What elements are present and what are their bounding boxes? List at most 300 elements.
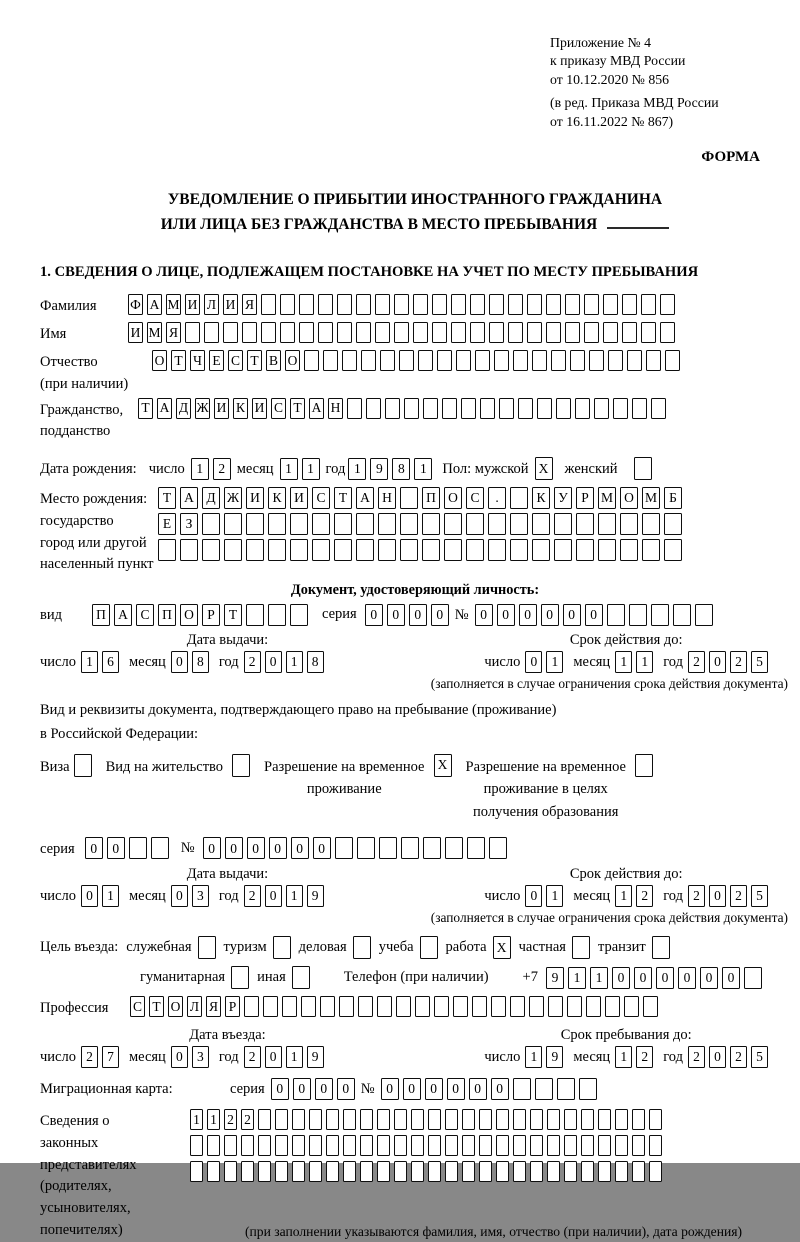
char-box[interactable]: 1 xyxy=(286,651,303,673)
purpose-private-checkbox[interactable] xyxy=(572,936,590,959)
char-box[interactable] xyxy=(318,322,333,343)
char-box[interactable] xyxy=(280,322,295,343)
char-box[interactable]: А xyxy=(356,487,374,509)
char-box[interactable] xyxy=(411,1161,424,1182)
char-box[interactable] xyxy=(513,1135,526,1156)
char-box[interactable] xyxy=(304,350,319,371)
char-box[interactable] xyxy=(470,322,485,343)
char-box[interactable] xyxy=(282,996,297,1017)
char-box[interactable] xyxy=(411,1109,424,1130)
char-box[interactable]: 2 xyxy=(730,885,747,907)
char-box[interactable] xyxy=(598,539,616,561)
char-box[interactable] xyxy=(461,398,476,419)
char-box[interactable]: К xyxy=(532,487,550,509)
char-box[interactable] xyxy=(641,294,656,315)
char-box[interactable] xyxy=(268,513,286,535)
entry-day[interactable] xyxy=(81,1046,119,1068)
purpose-tourism-checkbox[interactable] xyxy=(273,936,291,959)
char-box[interactable]: 0 xyxy=(656,967,674,989)
char-box[interactable] xyxy=(224,1135,237,1156)
residence-permit-checkbox[interactable] xyxy=(232,754,250,777)
char-box[interactable] xyxy=(581,1109,594,1130)
char-box[interactable] xyxy=(360,1161,373,1182)
char-box[interactable]: 0 xyxy=(171,885,188,907)
char-box[interactable] xyxy=(584,322,599,343)
char-box[interactable]: С xyxy=(466,487,484,509)
char-box[interactable] xyxy=(456,350,471,371)
char-box[interactable] xyxy=(510,513,528,535)
char-box[interactable] xyxy=(530,1109,543,1130)
char-box[interactable] xyxy=(356,539,374,561)
char-box[interactable] xyxy=(385,398,400,419)
char-box[interactable]: З xyxy=(180,513,198,535)
char-box[interactable] xyxy=(451,322,466,343)
char-box[interactable]: 0 xyxy=(265,651,282,673)
char-box[interactable] xyxy=(290,513,308,535)
char-box[interactable]: 1 xyxy=(191,458,209,480)
char-box[interactable] xyxy=(527,294,542,315)
char-box[interactable] xyxy=(532,513,550,535)
char-box[interactable] xyxy=(651,398,666,419)
legal-line2[interactable] xyxy=(190,1135,742,1156)
char-box[interactable] xyxy=(462,1135,475,1156)
char-box[interactable]: К xyxy=(233,398,248,419)
char-box[interactable] xyxy=(261,294,276,315)
char-box[interactable] xyxy=(401,837,419,859)
char-box[interactable] xyxy=(453,996,468,1017)
char-box[interactable]: 1 xyxy=(546,651,563,673)
birth-day-input[interactable] xyxy=(191,458,231,480)
name-input[interactable] xyxy=(128,322,675,343)
patronymic-input[interactable] xyxy=(152,350,680,371)
char-box[interactable] xyxy=(377,996,392,1017)
char-box[interactable]: 0 xyxy=(403,1078,421,1100)
char-box[interactable] xyxy=(444,513,462,535)
char-box[interactable] xyxy=(442,398,457,419)
char-box[interactable]: 0 xyxy=(563,604,581,626)
char-box[interactable]: 2 xyxy=(730,1046,747,1068)
char-box[interactable]: 0 xyxy=(107,837,125,859)
char-box[interactable] xyxy=(334,513,352,535)
char-box[interactable]: 1 xyxy=(102,885,119,907)
char-box[interactable] xyxy=(489,322,504,343)
char-box[interactable] xyxy=(510,487,528,509)
char-box[interactable]: Р xyxy=(576,487,594,509)
char-box[interactable]: И xyxy=(246,487,264,509)
char-box[interactable] xyxy=(326,1135,339,1156)
char-box[interactable] xyxy=(546,322,561,343)
char-box[interactable] xyxy=(518,398,533,419)
char-box[interactable]: 1 xyxy=(207,1109,220,1130)
char-box[interactable] xyxy=(664,513,682,535)
char-box[interactable] xyxy=(603,322,618,343)
char-box[interactable] xyxy=(242,322,257,343)
purpose-business-checkbox[interactable] xyxy=(353,936,371,959)
char-box[interactable] xyxy=(598,513,616,535)
char-box[interactable] xyxy=(547,1161,560,1182)
char-box[interactable]: 7 xyxy=(102,1046,119,1068)
char-box[interactable]: 0 xyxy=(81,885,98,907)
char-box[interactable]: 5 xyxy=(751,651,768,673)
char-box[interactable] xyxy=(530,1161,543,1182)
char-box[interactable]: О xyxy=(444,487,462,509)
char-box[interactable] xyxy=(207,1161,220,1182)
char-box[interactable] xyxy=(466,513,484,535)
char-box[interactable]: 0 xyxy=(585,604,603,626)
visa-checkbox[interactable] xyxy=(74,754,92,777)
char-box[interactable] xyxy=(413,294,428,315)
char-box[interactable]: Я xyxy=(242,294,257,315)
char-box[interactable] xyxy=(185,322,200,343)
char-box[interactable] xyxy=(660,294,675,315)
entry-month[interactable] xyxy=(171,1046,209,1068)
char-box[interactable] xyxy=(158,539,176,561)
residence-valid-day[interactable] xyxy=(525,885,563,907)
char-box[interactable] xyxy=(567,996,582,1017)
char-box[interactable]: Р xyxy=(202,604,220,626)
char-box[interactable] xyxy=(570,350,585,371)
char-box[interactable]: 0 xyxy=(313,837,331,859)
char-box[interactable] xyxy=(180,539,198,561)
char-box[interactable]: 0 xyxy=(431,604,449,626)
char-box[interactable]: А xyxy=(114,604,132,626)
char-box[interactable] xyxy=(320,996,335,1017)
char-box[interactable]: Р xyxy=(225,996,240,1017)
char-box[interactable] xyxy=(576,539,594,561)
char-box[interactable] xyxy=(415,996,430,1017)
char-box[interactable]: 0 xyxy=(497,604,515,626)
char-box[interactable] xyxy=(151,837,169,859)
char-box[interactable]: 1 xyxy=(286,1046,303,1068)
char-box[interactable]: 3 xyxy=(192,885,209,907)
char-box[interactable] xyxy=(598,1135,611,1156)
char-box[interactable] xyxy=(356,513,374,535)
char-box[interactable]: 1 xyxy=(348,458,366,480)
char-box[interactable]: . xyxy=(488,487,506,509)
legal-line1[interactable] xyxy=(190,1109,742,1130)
char-box[interactable]: Ч xyxy=(190,350,205,371)
char-box[interactable] xyxy=(579,1078,597,1100)
char-box[interactable] xyxy=(547,1135,560,1156)
char-box[interactable] xyxy=(318,294,333,315)
char-box[interactable]: 9 xyxy=(307,885,324,907)
char-box[interactable] xyxy=(394,1109,407,1130)
char-box[interactable] xyxy=(629,604,647,626)
char-box[interactable] xyxy=(432,322,447,343)
char-box[interactable]: 3 xyxy=(192,1046,209,1068)
char-box[interactable]: 0 xyxy=(337,1078,355,1100)
char-box[interactable] xyxy=(263,996,278,1017)
char-box[interactable] xyxy=(347,398,362,419)
char-box[interactable]: О xyxy=(285,350,300,371)
char-box[interactable] xyxy=(641,322,656,343)
char-box[interactable] xyxy=(632,398,647,419)
char-box[interactable] xyxy=(508,322,523,343)
char-box[interactable]: А xyxy=(180,487,198,509)
char-box[interactable]: Т xyxy=(290,398,305,419)
char-box[interactable]: 9 xyxy=(370,458,388,480)
char-box[interactable] xyxy=(343,1135,356,1156)
char-box[interactable]: Л xyxy=(187,996,202,1017)
char-box[interactable] xyxy=(615,1161,628,1182)
char-box[interactable]: И xyxy=(185,294,200,315)
char-box[interactable]: 0 xyxy=(85,837,103,859)
char-box[interactable]: 1 xyxy=(636,651,653,673)
char-box[interactable] xyxy=(489,837,507,859)
char-box[interactable]: Т xyxy=(158,487,176,509)
char-box[interactable] xyxy=(241,1161,254,1182)
char-box[interactable] xyxy=(343,1161,356,1182)
char-box[interactable]: М xyxy=(166,294,181,315)
char-box[interactable] xyxy=(380,350,395,371)
stay-month[interactable] xyxy=(615,1046,653,1068)
char-box[interactable]: П xyxy=(422,487,440,509)
char-box[interactable] xyxy=(366,398,381,419)
char-box[interactable] xyxy=(261,322,276,343)
char-box[interactable]: 0 xyxy=(709,651,726,673)
char-box[interactable] xyxy=(224,1161,237,1182)
char-box[interactable] xyxy=(268,604,286,626)
char-box[interactable] xyxy=(615,1135,628,1156)
temp-residence-education-checkbox[interactable] xyxy=(635,754,653,777)
migration-series-input[interactable] xyxy=(271,1078,355,1100)
char-box[interactable]: 0 xyxy=(409,604,427,626)
char-box[interactable]: 0 xyxy=(171,651,188,673)
doc-kind-input[interactable] xyxy=(92,604,308,626)
char-box[interactable] xyxy=(744,967,762,989)
char-box[interactable] xyxy=(404,398,419,419)
char-box[interactable] xyxy=(258,1109,271,1130)
char-box[interactable]: 1 xyxy=(525,1046,542,1068)
char-box[interactable] xyxy=(589,350,604,371)
birth-month-input[interactable] xyxy=(280,458,320,480)
char-box[interactable] xyxy=(423,398,438,419)
char-box[interactable] xyxy=(400,487,418,509)
char-box[interactable] xyxy=(480,398,495,419)
purpose-transit-checkbox[interactable] xyxy=(652,936,670,959)
char-box[interactable] xyxy=(224,513,242,535)
char-box[interactable]: 2 xyxy=(81,1046,98,1068)
char-box[interactable] xyxy=(445,1135,458,1156)
char-box[interactable]: 5 xyxy=(751,885,768,907)
char-box[interactable] xyxy=(620,513,638,535)
doc-issue-month[interactable] xyxy=(171,651,209,673)
char-box[interactable]: 0 xyxy=(203,837,221,859)
char-box[interactable]: 0 xyxy=(519,604,537,626)
char-box[interactable] xyxy=(356,294,371,315)
char-box[interactable] xyxy=(400,513,418,535)
char-box[interactable]: 2 xyxy=(224,1109,237,1130)
char-box[interactable] xyxy=(537,398,552,419)
char-box[interactable] xyxy=(632,1135,645,1156)
char-box[interactable]: 8 xyxy=(392,458,410,480)
char-box[interactable]: 9 xyxy=(546,1046,563,1068)
char-box[interactable] xyxy=(356,322,371,343)
char-box[interactable] xyxy=(246,604,264,626)
char-box[interactable] xyxy=(361,350,376,371)
char-box[interactable] xyxy=(326,1161,339,1182)
char-box[interactable]: 0 xyxy=(722,967,740,989)
char-box[interactable] xyxy=(532,539,550,561)
char-box[interactable] xyxy=(513,1161,526,1182)
char-box[interactable] xyxy=(547,1109,560,1130)
birth-place-line2[interactable] xyxy=(158,513,682,535)
char-box[interactable]: 0 xyxy=(541,604,559,626)
char-box[interactable]: М xyxy=(642,487,660,509)
char-box[interactable] xyxy=(280,294,295,315)
char-box[interactable] xyxy=(339,996,354,1017)
char-box[interactable] xyxy=(246,539,264,561)
char-box[interactable]: 0 xyxy=(425,1078,443,1100)
char-box[interactable] xyxy=(494,350,509,371)
char-box[interactable] xyxy=(299,294,314,315)
char-box[interactable] xyxy=(375,294,390,315)
char-box[interactable] xyxy=(292,1135,305,1156)
char-box[interactable] xyxy=(605,996,620,1017)
char-box[interactable] xyxy=(377,1161,390,1182)
char-box[interactable] xyxy=(646,350,661,371)
char-box[interactable] xyxy=(379,837,397,859)
char-box[interactable]: Ф xyxy=(128,294,143,315)
char-box[interactable]: В xyxy=(266,350,281,371)
char-box[interactable]: П xyxy=(158,604,176,626)
char-box[interactable]: 1 xyxy=(286,885,303,907)
char-box[interactable]: 1 xyxy=(414,458,432,480)
char-box[interactable]: А xyxy=(147,294,162,315)
char-box[interactable] xyxy=(378,539,396,561)
surname-input[interactable] xyxy=(128,294,675,315)
char-box[interactable] xyxy=(323,350,338,371)
char-box[interactable] xyxy=(326,1109,339,1130)
char-box[interactable] xyxy=(292,1161,305,1182)
char-box[interactable] xyxy=(632,1161,645,1182)
birth-place-line3[interactable] xyxy=(158,539,682,561)
purpose-work-checkbox[interactable]: X xyxy=(493,936,511,959)
char-box[interactable] xyxy=(620,539,638,561)
char-box[interactable] xyxy=(360,1109,373,1130)
char-box[interactable]: Ж xyxy=(224,487,242,509)
doc-valid-year[interactable] xyxy=(688,651,768,673)
char-box[interactable] xyxy=(292,1109,305,1130)
char-box[interactable]: С xyxy=(130,996,145,1017)
char-box[interactable] xyxy=(309,1109,322,1130)
purpose-other-checkbox[interactable] xyxy=(292,966,310,989)
char-box[interactable] xyxy=(244,996,259,1017)
char-box[interactable] xyxy=(649,1109,662,1130)
char-box[interactable] xyxy=(334,539,352,561)
char-box[interactable] xyxy=(643,996,658,1017)
char-box[interactable] xyxy=(510,996,525,1017)
char-box[interactable] xyxy=(400,539,418,561)
char-box[interactable] xyxy=(377,1135,390,1156)
profession-input[interactable] xyxy=(130,996,658,1017)
char-box[interactable] xyxy=(496,1161,509,1182)
char-box[interactable] xyxy=(358,996,373,1017)
char-box[interactable] xyxy=(499,398,514,419)
char-box[interactable]: 2 xyxy=(688,885,705,907)
char-box[interactable] xyxy=(202,539,220,561)
char-box[interactable] xyxy=(275,1135,288,1156)
purpose-official-checkbox[interactable] xyxy=(198,936,216,959)
char-box[interactable]: Л xyxy=(204,294,219,315)
char-box[interactable] xyxy=(299,322,314,343)
char-box[interactable]: 0 xyxy=(447,1078,465,1100)
char-box[interactable] xyxy=(607,604,625,626)
char-box[interactable] xyxy=(564,1135,577,1156)
char-box[interactable] xyxy=(335,837,353,859)
char-box[interactable] xyxy=(377,1109,390,1130)
char-box[interactable] xyxy=(546,294,561,315)
char-box[interactable] xyxy=(510,539,528,561)
char-box[interactable] xyxy=(527,322,542,343)
char-box[interactable]: Я xyxy=(166,322,181,343)
phone-input[interactable] xyxy=(546,967,762,989)
char-box[interactable]: 2 xyxy=(244,651,261,673)
char-box[interactable]: 9 xyxy=(546,967,564,989)
char-box[interactable]: 0 xyxy=(709,1046,726,1068)
char-box[interactable] xyxy=(479,1135,492,1156)
char-box[interactable]: И xyxy=(214,398,229,419)
char-box[interactable] xyxy=(624,996,639,1017)
char-box[interactable]: 0 xyxy=(265,1046,282,1068)
doc-valid-month[interactable] xyxy=(615,651,653,673)
char-box[interactable]: Т xyxy=(334,487,352,509)
char-box[interactable]: 0 xyxy=(381,1078,399,1100)
char-box[interactable]: С xyxy=(312,487,330,509)
residence-issue-year[interactable] xyxy=(244,885,324,907)
char-box[interactable]: 0 xyxy=(291,837,309,859)
char-box[interactable] xyxy=(396,996,411,1017)
char-box[interactable] xyxy=(632,1109,645,1130)
char-box[interactable]: О xyxy=(620,487,638,509)
char-box[interactable]: 0 xyxy=(225,837,243,859)
char-box[interactable] xyxy=(508,294,523,315)
char-box[interactable]: 1 xyxy=(280,458,298,480)
char-box[interactable]: С xyxy=(271,398,286,419)
char-box[interactable]: 1 xyxy=(615,885,632,907)
char-box[interactable]: М xyxy=(147,322,162,343)
char-box[interactable] xyxy=(343,1109,356,1130)
char-box[interactable] xyxy=(613,398,628,419)
char-box[interactable]: И xyxy=(290,487,308,509)
char-box[interactable] xyxy=(622,322,637,343)
char-box[interactable]: А xyxy=(157,398,172,419)
char-box[interactable]: Н xyxy=(328,398,343,419)
char-box[interactable] xyxy=(312,539,330,561)
char-box[interactable] xyxy=(418,350,433,371)
char-box[interactable] xyxy=(129,837,147,859)
char-box[interactable]: 0 xyxy=(247,837,265,859)
entry-year[interactable] xyxy=(244,1046,324,1068)
char-box[interactable] xyxy=(190,1161,203,1182)
char-box[interactable] xyxy=(422,539,440,561)
purpose-humanitarian-checkbox[interactable] xyxy=(231,966,249,989)
char-box[interactable] xyxy=(642,539,660,561)
char-box[interactable]: 0 xyxy=(293,1078,311,1100)
char-box[interactable] xyxy=(513,1109,526,1130)
char-box[interactable]: 0 xyxy=(475,604,493,626)
char-box[interactable]: 1 xyxy=(546,885,563,907)
char-box[interactable] xyxy=(529,996,544,1017)
char-box[interactable]: 0 xyxy=(700,967,718,989)
char-box[interactable] xyxy=(554,539,572,561)
char-box[interactable] xyxy=(649,1161,662,1182)
char-box[interactable] xyxy=(466,539,484,561)
char-box[interactable] xyxy=(535,1078,553,1100)
doc-issue-year[interactable] xyxy=(244,651,324,673)
char-box[interactable]: П xyxy=(92,604,110,626)
char-box[interactable]: 6 xyxy=(102,651,119,673)
